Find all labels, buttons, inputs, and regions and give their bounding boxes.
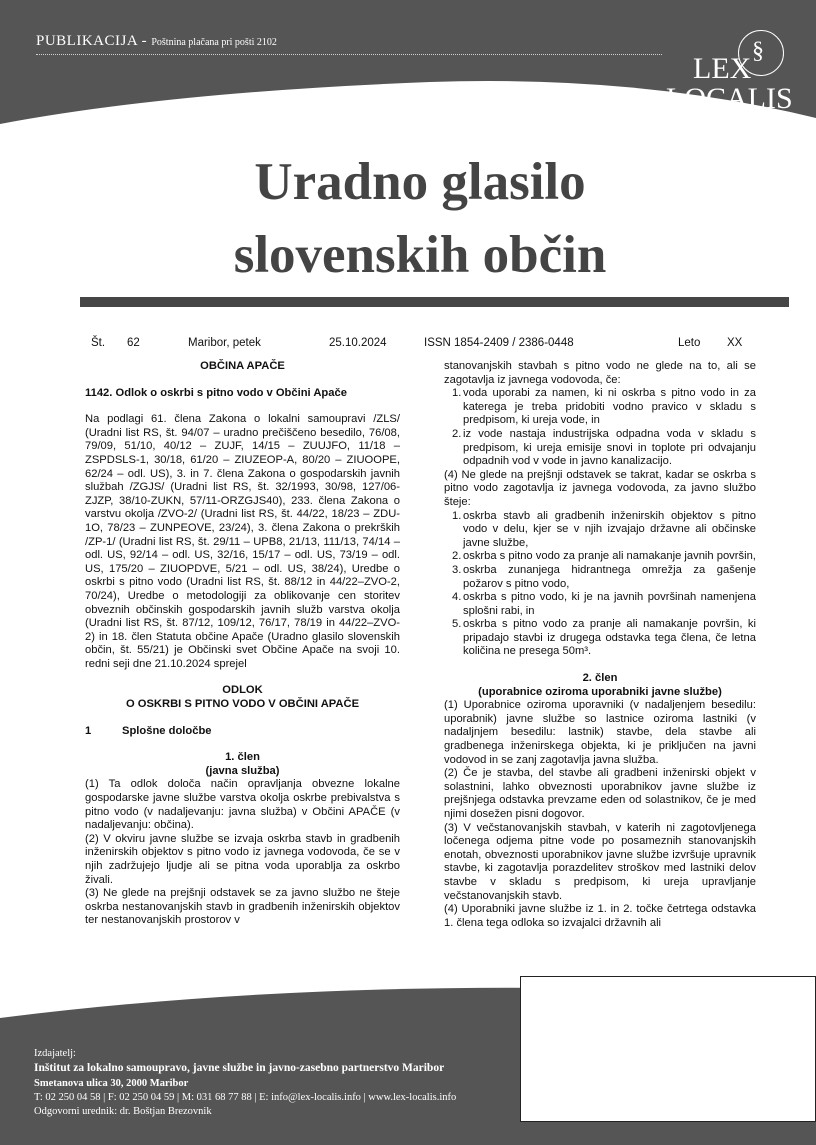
- article-1-paragraph-4: (4) Ne glede na prejšnji odstavek se takrat, kadar se oskrba s pitno vodo zagotavlja iz javnega vodovoda, za javno službo šteje:: [444, 468, 756, 508]
- publication-text: PUBLIKACIJA -: [36, 33, 148, 49]
- year-label: Leto: [678, 337, 701, 349]
- list-item: 2. oskrba s pitno vodo za pranje ali namakanje javnih površin,: [452, 550, 756, 563]
- continued-paragraph: stanovanjskih stavbah s pitno vodo ne glede na to, ali se zagotavlja iz javnega vodovoda, če:: [444, 360, 756, 386]
- publication-label: [36, 33, 277, 50]
- article-2-paragraph-2: (2) Če je stavba, del stavbe ali gradbeni inženirski objekt v solastnini, lahko obveznosti uporabnikov javne službe iz prejšnjega odstavka prevzame eden od solastnikov, če je med njimi dosežen pisni dogovor.: [444, 767, 756, 820]
- publisher-address: Smetanova ulica 30, 2000 Maribor: [34, 1078, 189, 1089]
- odlok-heading: ODLOK: [222, 684, 263, 697]
- paragraph-symbol-icon: §: [752, 38, 764, 64]
- article-1-paragraph-1: (1) Ta odlok določa način opravljanja obvezne lokalne gospodarske javne službe varstva okolja oskrbe prebivalstva s pitno vodo (v nadaljevanju: javna služba) v Občini APAČE (v nadaljevanju: občina).: [85, 778, 400, 832]
- municipality-heading: OBČINA APAČE: [200, 360, 285, 372]
- page-title: [0, 146, 816, 292]
- postage-text: Poštnina plačana pri pošti 2102: [151, 37, 277, 48]
- preamble: Na podlagi 61. člena Zakona o lokalni samoupravi /ZLS/ (Uradni list RS, št. 94/07 – uradno prečiščeno besedilo, 76/08, 79/09, 51/10, 40/12 – ZUJF, 14/15 – ZUUJFO, 11/18 – ZSPDSLS-1, 30/18, 61/20 – ZIUZEOP-A, 80/20 – ZIUOOPE, 62/24 – odl. US), 3. in 7. člena Zakona o gospodarskih javnih službah /ZGJS/ (Uradni list RS, št. 32/1993, 30/98, 127/06-ZJZP, 38/10-ZUKN, 57/11-ORZGJS40), 233. člena Zakona o varstvu okolja /ZVO-2/ (Uradni list RS, št. 44/22, 18/23 – ZDU-1O, 78/23 – ZUNPEOVE, 23/24), 3. člena Zakona o prekrških /ZP-1/ (Uradni list RS, št. 29/11 – UPB8, 21/13, 111/13, 74/14 – odl. US, 92/14 – odl. US, 32/16, 15/17 – odl. US, 73/19 – odl. US, 175/20 – ZIUOPDVE, 5/21 – odl. US, 38/24), Uredbe o oskrbi s pitno vodo (Uradni list RS, št. 88/12 in 44/22–ZVO-2, 70/24), Uredbe o metodologiji za oblikovanje cen storitev obveznih občinskih gospodarskih javnih služb varstva okolja (Uradni list RS, št. 87/12, 109/12, 76/17, 78/19 in 44/22–ZVO-2) in 18. člen Statuta občine Apače (Uradno glasilo slovenskih občin, št. 55/21) je Občinski svet Občine Apače na svoji 10. redni seji dne 21.10.2024 sprejel: [85, 413, 400, 670]
- issn: ISSN 1854-2409 / 2386-0448: [424, 337, 574, 349]
- title-line-2: slovenskih občin: [233, 226, 607, 284]
- exception-list: [444, 387, 756, 469]
- act-title: 1142. Odlok o oskrbi s pitno vodo v Občini Apače: [85, 386, 347, 399]
- editor-in-chief: Odgovorni urednik: dr. Boštjan Brezovnik: [34, 1106, 212, 1117]
- dotted-divider: [36, 54, 662, 55]
- article-2-paragraph-3: (3) V večstanovanjskih stavbah, v katerih ni zagotovljenega ločenega odjema pitne vode po posameznih stanovanjskih enotah, obveznosti uporabnikov javne službe izvršuje upravnik stavbe, ki zagotavlja porazdelitev stroškov med lastniki delov stavbe v skladu s predpisom, ki ureja upravljanje večstanovanjskih stavb.: [444, 821, 756, 902]
- odlok-subheading: O OSKRBI S PITNO VODO V OBČINI APAČE: [125, 698, 360, 711]
- issue-date: 25.10.2024: [329, 337, 387, 349]
- publisher-contacts: T: 02 250 04 58 | F: 02 250 04 59 | M: 031 68 77 88 | E: info@lex-localis.info | www.lex-localis.info: [34, 1092, 457, 1103]
- list-item: 1. voda uporabi za namen, ki ni oskrba s pitno vodo in za katerega je treba pridobiti vodno pravico v skladu s predpisom, ki ureja vode, in: [452, 387, 756, 427]
- section-number: 1: [85, 724, 92, 737]
- title-line-1: Uradno glasilo: [254, 153, 586, 211]
- article-1-paragraph-3: (3) Ne glede na prejšnji odstavek se za javno službo ne šteje oskrba nestanovanjskih stavb in gradbenih inženirskih objektov ter nestanovanjskih prostorov v: [85, 887, 400, 927]
- list-item: 4. oskrba s pitno vodo, ki je na javnih površinah namenjena splošni rabi, in: [452, 591, 756, 617]
- list-item: 5. oskrba s pitno vodo za pranje ali namakanje površin, ki pripadajo stavbi iz drugega odstavka tega člena, če letna količina ne presega 50m³.: [452, 618, 756, 658]
- article-2-subtitle: (uporabnice oziroma uporabniki javne službe): [478, 685, 722, 698]
- article-2-paragraph-4: (4) Uporabniki javne službe iz 1. in 2. točke četrtega odstavka 1. člena tega odloka so izvajalci državnih ali: [444, 903, 756, 929]
- address-box: [520, 976, 816, 1122]
- article-2-title: 2. člen: [582, 672, 618, 685]
- section-heading: [85, 725, 400, 739]
- left-column: [85, 360, 400, 928]
- article-2-paragraph-1: (1) Uporabnice oziroma uporavniki (v nadaljenjem besedilu: uporabnik) javne službe so lastnice oziroma lastniki (v nadaljnjem besedilu: lastnik) stavbe, dela stavbe ali gradbenega inženirskega objekta, ki je priključen na javni vodovod in se zanj zagotavlja javna služba.: [444, 699, 756, 766]
- issue-number: 62: [127, 337, 140, 349]
- article-1-title: 1. člen: [225, 751, 260, 764]
- issue-number-label: Št.: [91, 337, 106, 349]
- section-title: Splošne določbe: [122, 724, 212, 737]
- list-item: 2. iz vode nastaja industrijska odpadna voda v skladu s predpisom, ki ureja emisije snovi in toplote pri odvajanju odpadnih vod v vode in javno kanalizacijo.: [452, 427, 756, 468]
- publisher-label: Izdajatelj:: [34, 1048, 76, 1059]
- right-column: [444, 360, 756, 930]
- service-list: [444, 510, 756, 660]
- year-value: XX: [727, 337, 743, 349]
- logo-text-lex: LEX: [693, 52, 752, 85]
- list-item: 1. oskrba stavb ali gradbenih inženirskih objektov s pitno vodo v delu, kjer se v njih izvajajo državne ali občinske javne službe,: [452, 509, 756, 549]
- list-item: 3. oskrba zunanjega hidrantnega omrežja za gašenje požarov s pitno vodo,: [452, 563, 756, 590]
- logo-text-localis: LOCALIS: [666, 82, 793, 115]
- article-1-subtitle: (javna služba): [205, 764, 280, 777]
- place-day: Maribor, petek: [188, 337, 261, 349]
- publisher-institute: Inštitut za lokalno samoupravo, javne službe in javno-zasebno partnerstvo Maribor: [34, 1062, 445, 1074]
- title-rule: [80, 297, 789, 307]
- article-1-paragraph-2: (2) V okviru javne službe se izvaja oskrba stavb in gradbenih inženirskih objektov s pitno vodo iz javnega vodovoda, če se v njih zadržujejo ljudje ali se pitna voda uporablja za oskrbo živali.: [85, 832, 400, 886]
